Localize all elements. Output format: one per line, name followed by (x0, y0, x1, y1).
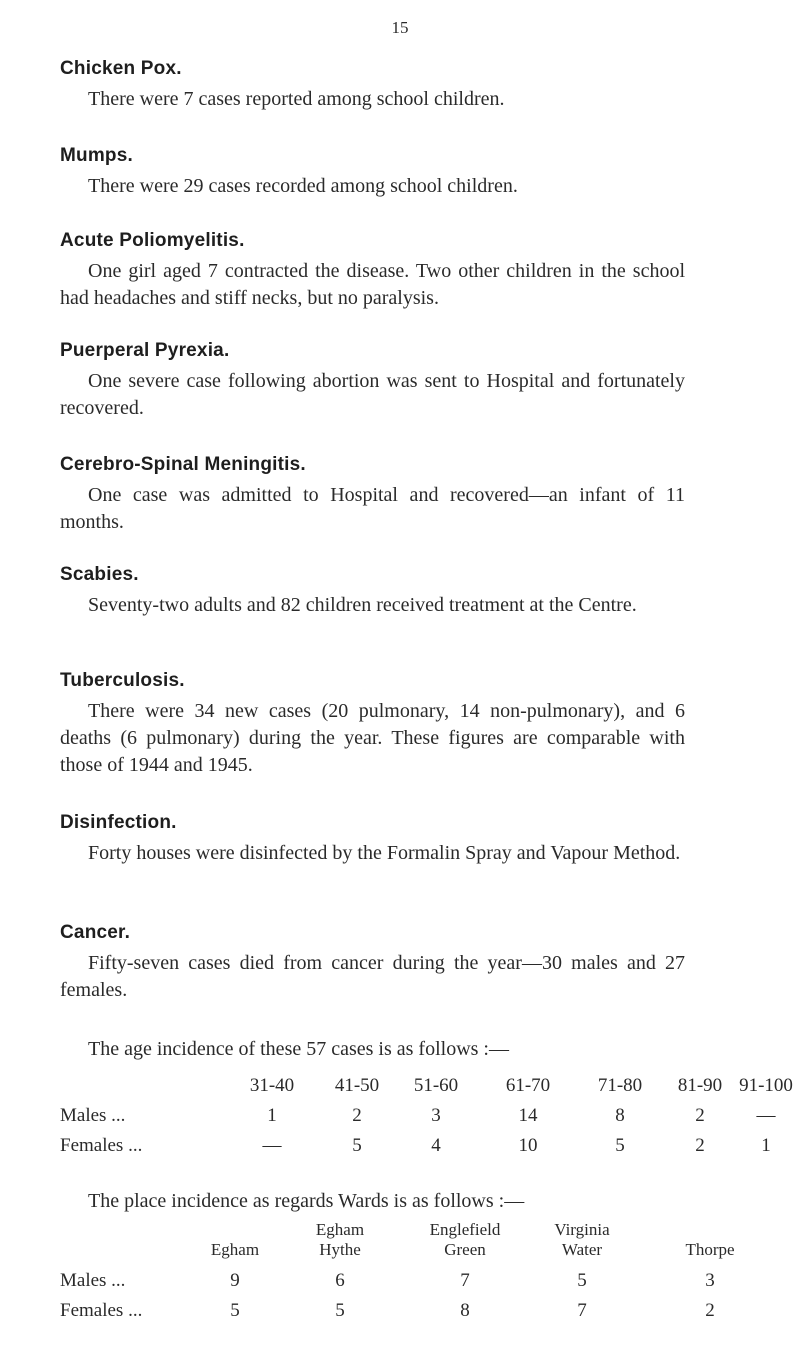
table-cell: 5 (577, 1270, 587, 1291)
column-header: 61-70 (505, 1075, 551, 1096)
table-cell: 10 (518, 1135, 538, 1156)
section-cancer (60, 922, 685, 1004)
column-header: 31-40 (249, 1075, 295, 1096)
section-heading: Mumps. (60, 145, 133, 166)
row-label: Females ... (60, 1300, 143, 1321)
ward-table-intro: The place incidence as regards Wards is as follows :— (88, 1190, 525, 1212)
section-text: One case was admitted to Hospital and recovered—an infant of 11 months. (60, 484, 685, 533)
section-heading: Chicken Pox. (60, 58, 182, 79)
column-header: 91-100 (739, 1075, 793, 1096)
table-cell: 2 (695, 1105, 705, 1126)
section-tuberculosis (60, 670, 685, 779)
section-heading: Puerperal Pyrexia. (60, 340, 230, 361)
table-cell: 5 (352, 1135, 362, 1156)
row-label: Males ... (60, 1105, 126, 1126)
table-cell: 2 (695, 1135, 705, 1156)
table-cell: 3 (705, 1270, 715, 1291)
table-cell: 8 (615, 1105, 625, 1126)
table-cell: 8 (460, 1300, 470, 1321)
section-disinfection (60, 812, 685, 867)
table-cell: 7 (460, 1270, 470, 1291)
table-row (0, 1105, 800, 1129)
table-cell: 14 (518, 1105, 538, 1126)
section-acute-poliomyelitis (60, 230, 685, 312)
table-cell: 5 (615, 1135, 625, 1156)
section-heading: Cancer. (60, 922, 131, 943)
section-text: Forty houses were disinfected by the Formalin Spray and Vapour Method. (88, 842, 681, 864)
column-header: Egham Hythe (315, 1220, 365, 1259)
column-header: Virginia Water (554, 1220, 610, 1259)
column-header: 51-60 (413, 1075, 459, 1096)
table-cell: — (262, 1135, 282, 1156)
section-scabies (60, 564, 685, 619)
section-heading: Cerebro-Spinal Meningitis. (60, 454, 306, 475)
table-cell: 6 (335, 1270, 345, 1291)
table-row (0, 1135, 800, 1159)
section-text: Fifty-seven cases died from cancer during the year—30 males and 27 females. (60, 952, 685, 1001)
page-number: 15 (391, 18, 409, 37)
row-label: Females ... (60, 1135, 143, 1156)
table-row (0, 1300, 800, 1324)
column-header: Englefield Green (429, 1220, 501, 1259)
age-table-header (0, 1075, 800, 1099)
section-text: There were 7 cases reported among school children. (88, 88, 505, 110)
table-cell: 7 (577, 1300, 587, 1321)
table-cell: — (756, 1105, 776, 1126)
section-text: One severe case following abortion was sent to Hospital and fortunately recovered. (60, 370, 685, 419)
column-header: 41-50 (334, 1075, 380, 1096)
section-text: Seventy-two adults and 82 children received treatment at the Centre. (88, 594, 637, 616)
column-header: Egham (210, 1240, 260, 1259)
table-cell: 2 (705, 1300, 715, 1321)
table-cell: 5 (335, 1300, 345, 1321)
table-cell: 1 (761, 1135, 771, 1156)
table-row (0, 1270, 800, 1294)
column-header: Thorpe (685, 1240, 735, 1259)
section-mumps (60, 145, 685, 200)
section-text: One girl aged 7 contracted the disease. Two other children in the school had headaches and stiff necks, but no paralysis. (60, 260, 685, 309)
column-header: 81-90 (677, 1075, 723, 1096)
table-cell: 9 (230, 1270, 240, 1291)
section-heading: Acute Poliomyelitis. (60, 230, 245, 251)
section-chicken-pox (60, 58, 685, 113)
table-cell: 5 (230, 1300, 240, 1321)
table-cell: 2 (352, 1105, 362, 1126)
row-label: Males ... (60, 1270, 126, 1291)
section-heading: Tuberculosis. (60, 670, 185, 691)
table-cell: 1 (267, 1105, 277, 1126)
table-cell: 4 (431, 1135, 441, 1156)
column-header: 71-80 (597, 1075, 643, 1096)
section-text: There were 34 new cases (20 pulmonary, 14 non-pulmonary), and 6 deaths (6 pulmonary) during the year. These figures are comparable with those of 1944 and 1945. (60, 700, 685, 776)
section-heading: Scabies. (60, 564, 139, 585)
table-cell: 3 (431, 1105, 441, 1126)
section-text: There were 29 cases recorded among school children. (88, 175, 518, 197)
section-cerebro-spinal-meningitis (60, 454, 685, 536)
age-table-intro: The age incidence of these 57 cases is as follows :— (88, 1038, 509, 1060)
section-puerperal-pyrexia (60, 340, 685, 422)
section-heading: Disinfection. (60, 812, 177, 833)
